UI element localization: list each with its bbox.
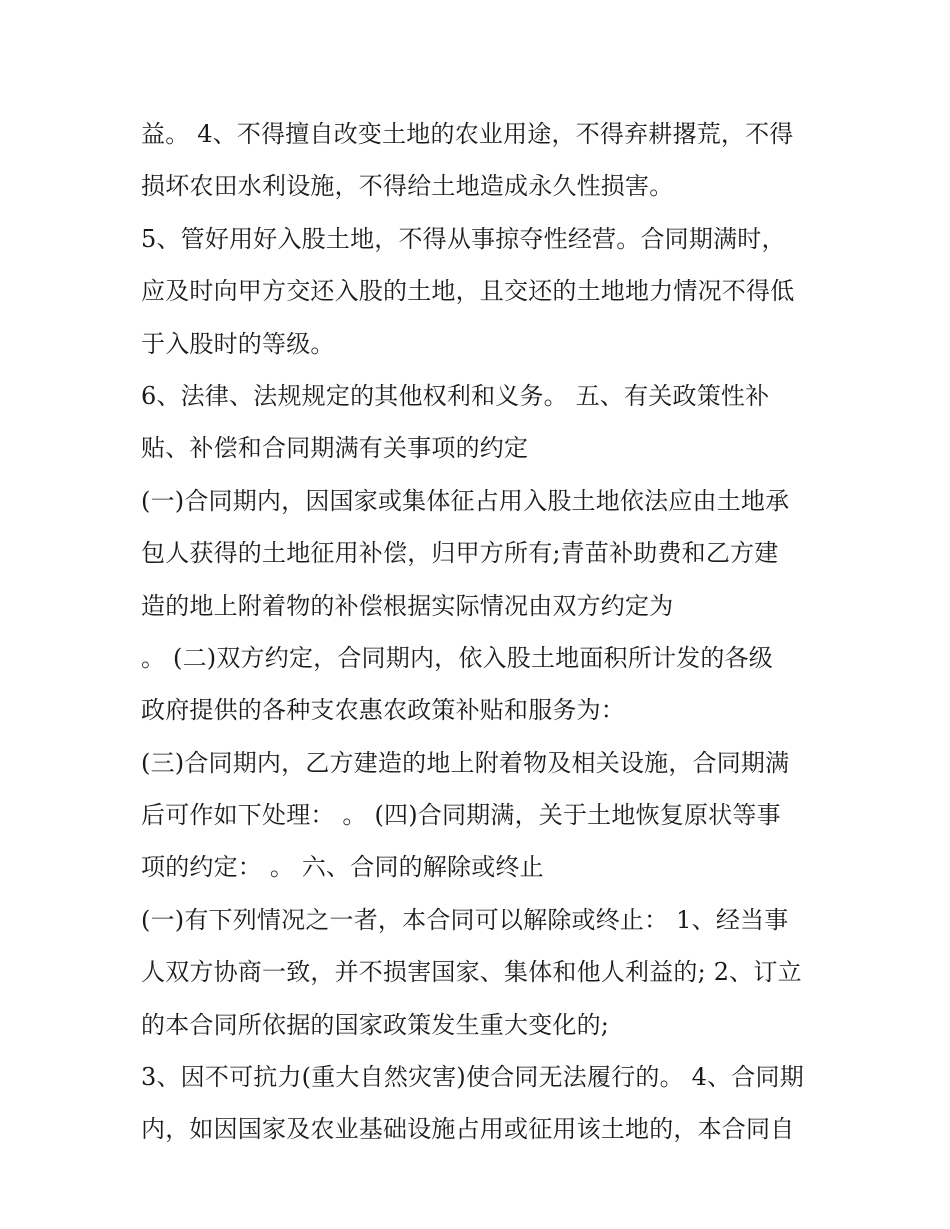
text-line: 损坏农田水利设施，不得给土地造成永久性损害。 xyxy=(141,172,674,201)
document-body xyxy=(141,108,821,1156)
text-line: 5、管好用好入股土地，不得从事掠夺性经营。合同期满时， xyxy=(141,224,786,253)
text-line: 益。 4、不得擅自改变土地的农业用途，不得弃耕撂荒，不得 xyxy=(141,120,794,148)
text-line: 的本合同所依据的国家政策发生重大变化的; xyxy=(141,1010,610,1039)
text-line: 贴、补偿和合同期满有关事项的约定 xyxy=(141,434,529,463)
text-line: 项的约定： 。 六、合同的解除或终止 xyxy=(141,853,544,882)
text-line: 人双方协商一致，并不损害国家、集体和他人利益的; 2、订立 xyxy=(141,958,802,987)
text-line: 造的地上附着物的补偿根据实际情况由双方约定为 xyxy=(141,591,674,620)
text-line: 内，如因国家及农业基础设施占用或征用该土地的，本合同自 xyxy=(141,1115,795,1144)
text-line: 3、因不可抗力(重大自然灾害)使合同无法履行的。 4、合同期 xyxy=(141,1063,804,1092)
text-line: (一)有下列情况之一者，本合同可以解除或终止： 1、经当事 xyxy=(141,905,789,934)
text-line: 应及时向甲方交还入股的土地，且交还的土地地力情况不得低 xyxy=(141,277,795,306)
text-line: 包人获得的土地征用补偿，归甲方所有;青苗补助费和乙方建 xyxy=(141,539,779,568)
text-line: (一)合同期内，因国家或集体征占用入股土地依法应由土地承 xyxy=(141,486,790,515)
text-line: 于入股时的等级。 xyxy=(141,329,335,358)
text-line: 后可作如下处理： 。 (四)合同期满，关于土地恢复原状等事 xyxy=(141,801,781,830)
text-line: 。 (二)双方约定，合同期内，依入股土地面积所计发的各级 xyxy=(141,643,773,672)
text-line: 6、法律、法规规定的其他权利和义务。 五、有关政策性补 xyxy=(141,381,770,410)
text-line: (三)合同期内，乙方建造的地上附着物及相关设施，合同期满 xyxy=(141,748,790,777)
text-line: 政府提供的各种支农惠农政策补贴和服务为： xyxy=(141,696,625,725)
